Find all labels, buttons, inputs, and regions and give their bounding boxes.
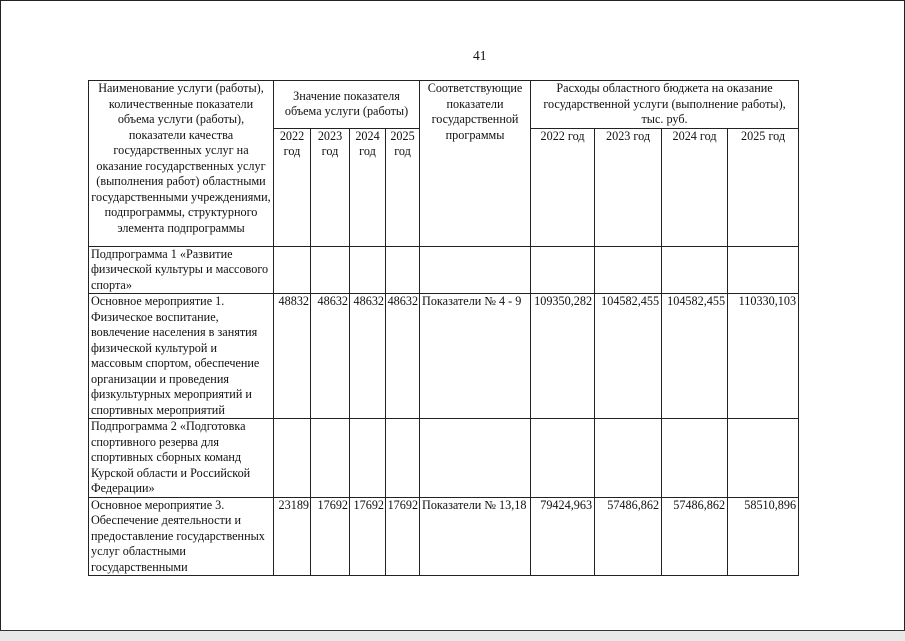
header-budget-year: 2025 год: [728, 128, 799, 246]
row-budget: 110330,103: [728, 294, 799, 419]
row-budget: 57486,862: [595, 497, 662, 576]
row-budget: 109350,282: [531, 294, 595, 419]
row-volume: 17692: [386, 497, 420, 576]
table-row: [89, 497, 799, 576]
row-budget: 58510,896: [728, 497, 799, 576]
header-volume-group: Значение показателя объема услуги (работы): [274, 81, 420, 129]
row-volume: 48832: [274, 294, 311, 419]
row-volume: [350, 246, 386, 294]
row-indicators: Показатели № 13,18: [420, 497, 531, 576]
header-budget-year: 2022 год: [531, 128, 595, 246]
page-bottom-edge: [0, 630, 905, 641]
row-budget: [728, 246, 799, 294]
row-budget: [662, 419, 728, 498]
row-budget: [728, 419, 799, 498]
table-row: [89, 246, 799, 294]
row-budget: 104582,455: [595, 294, 662, 419]
row-budget: [531, 246, 595, 294]
row-volume: 48632: [386, 294, 420, 419]
row-volume: 23189: [274, 497, 311, 576]
row-volume: 48632: [350, 294, 386, 419]
row-volume: 17692: [311, 497, 350, 576]
header-volume-year: 2022 год: [274, 128, 311, 246]
row-name: Подпрограмма 1 «Развитие физической культуры и массового спорта»: [89, 246, 274, 294]
row-volume: 17692: [350, 497, 386, 576]
table-row: [89, 419, 799, 498]
row-volume: [350, 419, 386, 498]
row-indicators: [420, 419, 531, 498]
header-budget-year: 2023 год: [595, 128, 662, 246]
row-volume: [274, 419, 311, 498]
row-volume: [311, 419, 350, 498]
table-row: [89, 294, 799, 419]
row-budget: [595, 419, 662, 498]
row-budget: 79424,963: [531, 497, 595, 576]
header-volume-year: 2024 год: [350, 128, 386, 246]
row-budget: 57486,862: [662, 497, 728, 576]
row-volume: [311, 246, 350, 294]
row-volume: [386, 419, 420, 498]
row-indicators: Показатели № 4 - 9: [420, 294, 531, 419]
header-budget-group: Расходы областного бюджета на оказание государственной услуги (выполнение работы), тыс. руб.: [531, 81, 799, 129]
header-name: Наименование услуги (работы), количественные показатели объема услуги (работы), показатели качества государственных услуг на оказание государственных услуг (выполнения работ) областными государственными учреждениями, подпрограммы, структурного элемента подпрограммы: [89, 81, 274, 247]
row-budget: [595, 246, 662, 294]
row-volume: 48632: [311, 294, 350, 419]
header-budget-year: 2024 год: [662, 128, 728, 246]
row-name: Основное мероприятие 3. Обеспечение деятельности и предоставление государственных услуг областными государственными: [89, 497, 274, 576]
row-budget: [531, 419, 595, 498]
budget-table: [88, 80, 799, 576]
header-volume-year: 2023 год: [311, 128, 350, 246]
row-budget: 104582,455: [662, 294, 728, 419]
row-budget: [662, 246, 728, 294]
row-name: Подпрограмма 2 «Подготовка спортивного резерва для спортивных сборных команд Курской области и Российской Федерации»: [89, 419, 274, 498]
row-volume: [386, 246, 420, 294]
page-number: 41: [473, 48, 487, 63]
row-volume: [274, 246, 311, 294]
row-indicators: [420, 246, 531, 294]
row-name: Основное мероприятие 1. Физическое воспитание, вовлечение населения в занятия физической культурой и массовым спортом, обеспечение организации и проведения физкультурных мероприятий и спортивных мероприятий: [89, 294, 274, 419]
header-indicators: Соответствующие показатели государственной программы: [420, 81, 531, 247]
header-volume-year: 2025 год: [386, 128, 420, 246]
